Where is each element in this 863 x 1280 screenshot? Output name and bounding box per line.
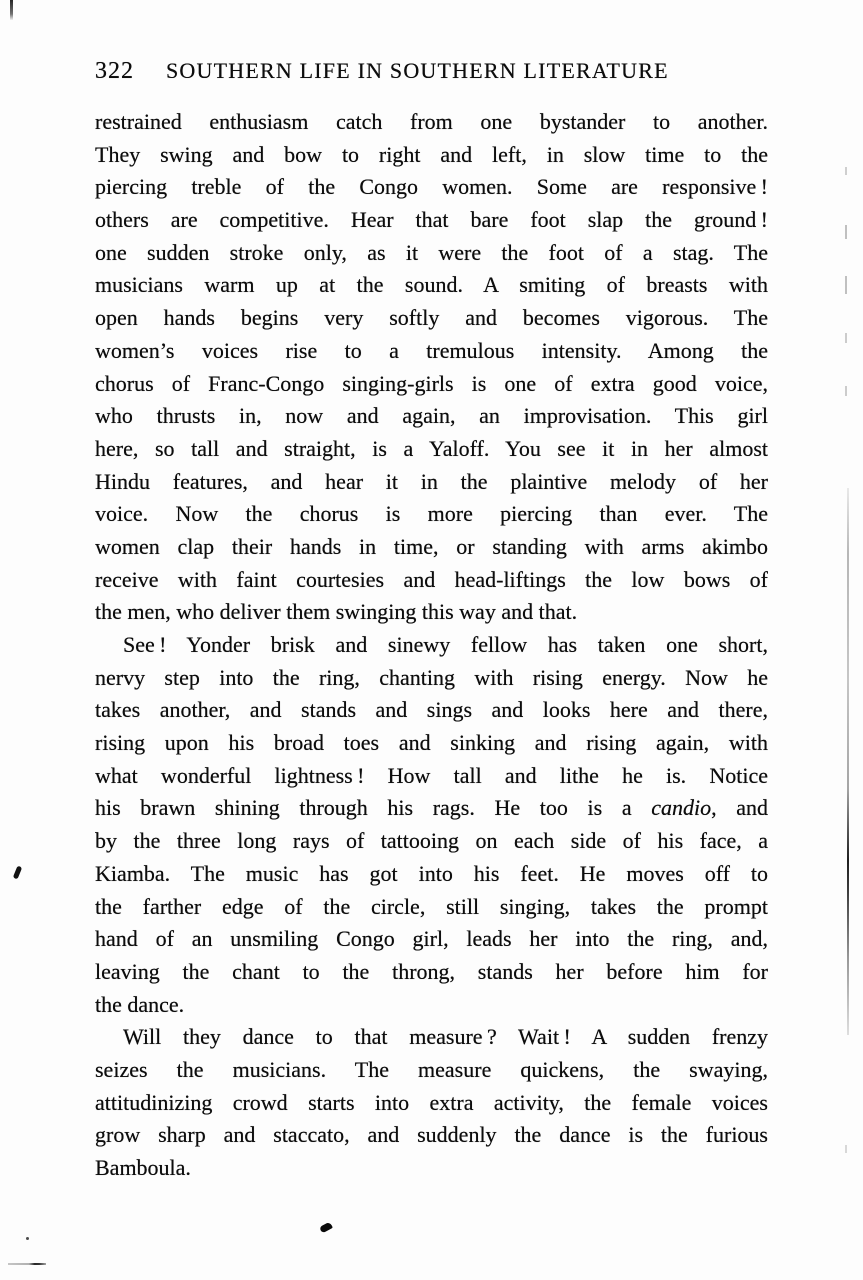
text-line bbox=[95, 792, 768, 825]
text-line: restrained enthusiasm catch from one bystander to another. bbox=[95, 109, 768, 134]
text-line: nervy step into the ring, chanting with rising energy. Now he bbox=[95, 664, 768, 690]
text-line: attitudinizing crowd starts into extra activity, the female voices bbox=[95, 1089, 768, 1115]
scan-artifact-bottom-left-dot bbox=[26, 1237, 29, 1240]
page-number: 322 bbox=[95, 58, 134, 84]
scan-artifact-right-dash bbox=[845, 276, 847, 294]
text-line: Bamboula. bbox=[95, 1155, 191, 1180]
scan-artifact-right-dash bbox=[845, 386, 847, 396]
text-line: Kiamba. The music has got into his feet. He moves off to bbox=[95, 860, 768, 886]
italic-term-candio: candio bbox=[651, 795, 712, 821]
text-line: piercing treble of the Congo women. Some are responsive ! bbox=[95, 174, 768, 200]
text-line: receive with faint courtesies and head-liftings the low bows of bbox=[95, 566, 768, 592]
text-line: They swing and bow to right and left, in slow time to the bbox=[95, 141, 768, 167]
text-line: by the three long rays of tattooing on each side of his face, a bbox=[95, 828, 768, 854]
text-line: leaving the chant to the throng, stands her before him for bbox=[95, 958, 768, 984]
running-header-title: SOUTHERN LIFE IN SOUTHERN LITERATURE bbox=[166, 58, 669, 83]
text-line: hand of an unsmiling Congo girl, leads her into the ring, and, bbox=[95, 926, 768, 952]
scan-artifact-right-dash bbox=[845, 167, 847, 175]
scan-artifact-right-dash bbox=[845, 333, 847, 343]
text-line: Hindu features, and hear it in the plaintive melody of her bbox=[95, 468, 768, 494]
text-line: rising upon his broad toes and sinking and rising again, with bbox=[95, 730, 768, 756]
text-line: the dance. bbox=[95, 991, 185, 1017]
text-line: musicians warm up at the sound. A smiting of breasts with bbox=[95, 272, 768, 298]
text-line: seizes the musicians. The measure quickens, the swaying, bbox=[95, 1056, 768, 1082]
scan-artifact-top-left-line bbox=[10, 0, 13, 20]
text-line: who thrusts in, now and again, an improvisation. This girl bbox=[95, 403, 768, 429]
text-line: See ! Yonder brisk and sinewy fellow has taken one short, bbox=[123, 632, 768, 657]
text-line: grow sharp and staccato, and suddenly the dance is the furious bbox=[95, 1122, 768, 1148]
scan-artifact-bottom-center-mark bbox=[319, 1222, 333, 1234]
text-line: takes another, and stands and sings and looks here and there, bbox=[95, 697, 768, 723]
text-segment: his brawn shining through his rags. He too is a bbox=[95, 795, 652, 821]
text-line: women clap their hands in time, or standing with arms akimbo bbox=[95, 533, 768, 559]
text-line: what wonderful lightness ! How tall and lithe he is. Notice bbox=[95, 762, 768, 788]
scan-artifact-bottom-left-line bbox=[8, 1263, 46, 1265]
scan-artifact-left-margin-mark bbox=[13, 866, 23, 880]
text-line: open hands begins very softly and becomes vigorous. The bbox=[95, 305, 768, 331]
text-line: chorus of Franc-Congo singing-girls is one of extra good voice, bbox=[95, 370, 768, 396]
text-line: the men, who deliver them swinging this way and that. bbox=[95, 599, 578, 625]
running-header bbox=[95, 58, 768, 85]
text-line: one sudden stroke only, as it were the foot of a stag. The bbox=[95, 239, 768, 265]
text-line: the farther edge of the circle, still singing, takes the prompt bbox=[95, 893, 768, 919]
text-line: here, so tall and straight, is a Yaloff. You see it in her almost bbox=[95, 435, 768, 461]
text-segment: , and bbox=[711, 795, 768, 821]
body-text-block bbox=[95, 106, 768, 1185]
text-line: women’s voices rise to a tremulous intensity. Among the bbox=[95, 337, 768, 363]
scan-artifact-right-dash bbox=[845, 225, 847, 239]
text-line: Will they dance to that measure ? Wait ! A sudden frenzy bbox=[123, 1024, 768, 1050]
scan-artifact-right-edge-line bbox=[847, 488, 849, 1035]
text-line: voice. Now the chorus is more piercing than ever. The bbox=[95, 501, 768, 527]
scan-artifact-right-dash bbox=[845, 1145, 847, 1153]
text-line: others are competitive. Hear that bare foot slap the ground ! bbox=[95, 207, 768, 233]
